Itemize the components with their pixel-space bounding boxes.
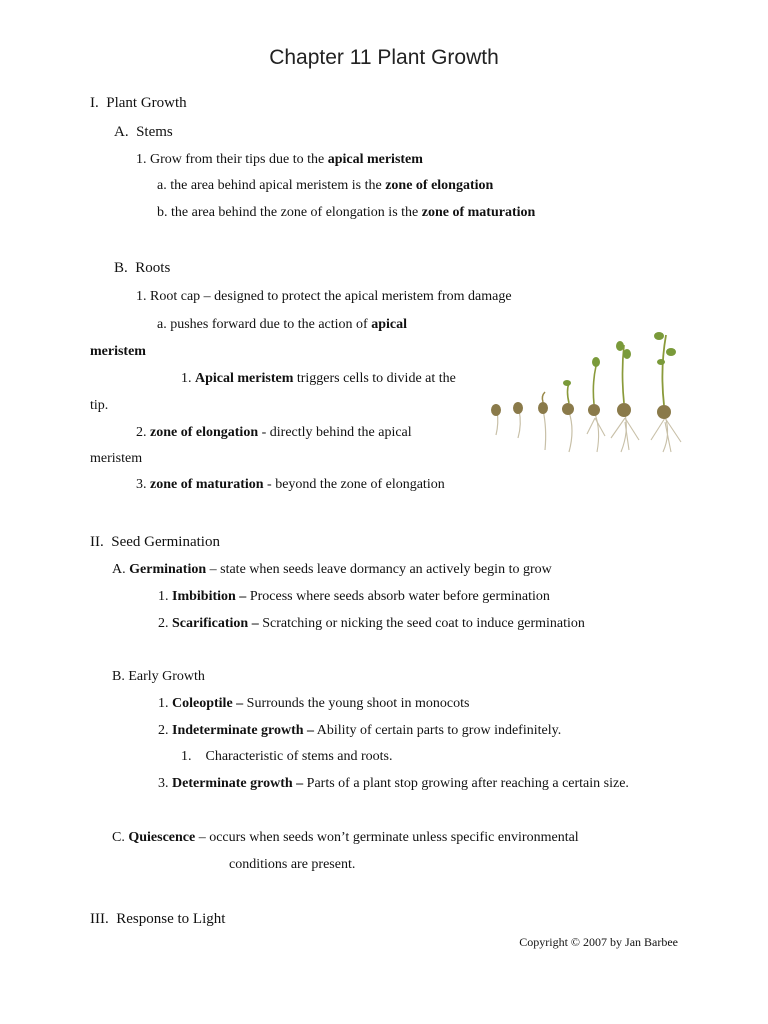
text: Process where seeds absorb water before germination <box>246 589 550 604</box>
text: a. pushes forward due to the action of <box>157 317 372 332</box>
text: 1. <box>158 696 172 711</box>
text: 2. <box>158 616 172 631</box>
stems-item-1b <box>157 204 535 222</box>
text: Surrounds the young shoot in monocots <box>243 696 470 711</box>
leaf <box>563 380 571 386</box>
subsection-stems <box>114 123 173 141</box>
shoot <box>568 383 570 403</box>
term: zone of elongation <box>385 178 494 193</box>
text: Ability of certain parts to grow indefinitely. <box>314 723 562 738</box>
shoot <box>542 392 545 402</box>
text: - beyond the zone of elongation <box>263 477 445 492</box>
quiescence-item-wrap: conditions are present. <box>229 857 356 872</box>
page-title: Chapter 11 Plant Growth <box>269 46 499 69</box>
stems-item-1 <box>136 151 423 169</box>
term: Scarification – <box>172 616 259 631</box>
subsection-label: Roots <box>135 260 171 276</box>
section-label: Plant Growth <box>106 95 187 111</box>
term: apical <box>371 317 407 332</box>
roots-item-1a-wrap: meristem <box>90 344 146 359</box>
text: 2. <box>136 425 150 440</box>
term: apical meristem <box>327 152 423 167</box>
text: Parts of a plant stop growing after reaching a certain size. <box>303 776 629 791</box>
text: b. the area behind the zone of elongation is the <box>157 205 422 220</box>
leaf <box>623 349 631 359</box>
leaf <box>616 341 624 351</box>
section-label: Response to Light <box>116 911 226 927</box>
roots-item-1a-1-wrap: tip. <box>90 398 109 413</box>
leaf <box>592 357 600 367</box>
germination-item-2 <box>158 615 585 633</box>
stems-item-1a <box>157 177 493 195</box>
seedling-5 <box>587 414 605 452</box>
roots-item-1a-1 <box>181 370 456 388</box>
copyright-footer: Copyright © 2007 by Jan Barbee <box>519 935 678 949</box>
seedling-2 <box>518 410 520 438</box>
shoot <box>662 335 666 405</box>
seed <box>562 403 574 415</box>
early-growth-item-2-1: 1. Characteristic of stems and roots. <box>181 749 393 764</box>
early-growth-item-2 <box>158 722 561 740</box>
leaf <box>666 348 676 356</box>
shoot <box>593 366 596 404</box>
section-number: III. <box>90 911 109 927</box>
term: Indeterminate growth – <box>172 723 315 738</box>
text: Scratching or nicking the seed coat to induce germination <box>258 616 585 631</box>
early-growth-heading: B. Early Growth <box>112 669 205 684</box>
seedling-4 <box>569 412 572 452</box>
text: - directly behind the apical <box>258 425 412 440</box>
seed <box>588 404 600 416</box>
section-2-heading <box>90 533 220 551</box>
text: A. <box>112 562 130 577</box>
term: zone of maturation <box>421 205 536 220</box>
term: Coleoptile – <box>172 696 244 711</box>
subsection-letter: A. <box>114 124 129 140</box>
section-number: II. <box>90 534 104 550</box>
germination-item-1 <box>158 588 550 606</box>
seedling-7 <box>651 416 681 452</box>
seed <box>657 405 671 419</box>
section-label: Seed Germination <box>111 534 220 550</box>
section-3-heading <box>90 910 225 928</box>
roots-item-2 <box>136 424 412 442</box>
text: 1. <box>158 589 172 604</box>
seed <box>513 402 523 414</box>
subsection-letter: B. <box>114 260 128 276</box>
text: C. <box>112 830 129 845</box>
roots-item-2-wrap: meristem <box>90 451 143 466</box>
text: a. the area behind apical meristem is the <box>157 178 386 193</box>
term: Imbibition – <box>172 589 247 604</box>
seedlings-image <box>483 326 693 458</box>
section-1-heading <box>90 94 187 112</box>
seed <box>538 402 548 414</box>
text: 3. <box>158 776 172 791</box>
subsection-roots <box>114 259 170 277</box>
term: Apical meristem <box>195 371 294 386</box>
leaf <box>654 332 664 340</box>
seed <box>491 404 501 416</box>
term: Germination <box>129 562 207 577</box>
seed <box>617 403 631 417</box>
text: triggers cells to divide at the <box>293 371 456 386</box>
text: 2. <box>158 723 172 738</box>
roots-item-1a <box>157 316 407 334</box>
subsection-label: Stems <box>136 124 173 140</box>
quiescence-item <box>112 829 579 847</box>
text: 3. <box>136 477 150 492</box>
seedling-6 <box>611 414 639 452</box>
text: 1. <box>181 371 195 386</box>
section-number: I. <box>90 95 99 111</box>
term: Determinate growth – <box>172 776 304 791</box>
roots-item-3 <box>136 476 445 494</box>
text: – occurs when seeds won’t germinate unless specific environmental <box>195 830 579 845</box>
early-growth-item-3 <box>158 775 629 793</box>
roots-item-1: 1. Root cap – designed to protect the apical meristem from damage <box>136 289 512 304</box>
text: – state when seeds leave dormancy an actively begin to grow <box>206 562 552 577</box>
term: Quiescence <box>128 830 196 845</box>
text: 1. Grow from their tips due to the <box>136 152 328 167</box>
early-growth-item-1 <box>158 695 470 713</box>
seedling-3 <box>543 410 546 450</box>
term: zone of elongation <box>150 425 259 440</box>
germination-item-a <box>112 561 552 579</box>
leaf <box>657 359 665 365</box>
term: zone of maturation <box>150 477 264 492</box>
